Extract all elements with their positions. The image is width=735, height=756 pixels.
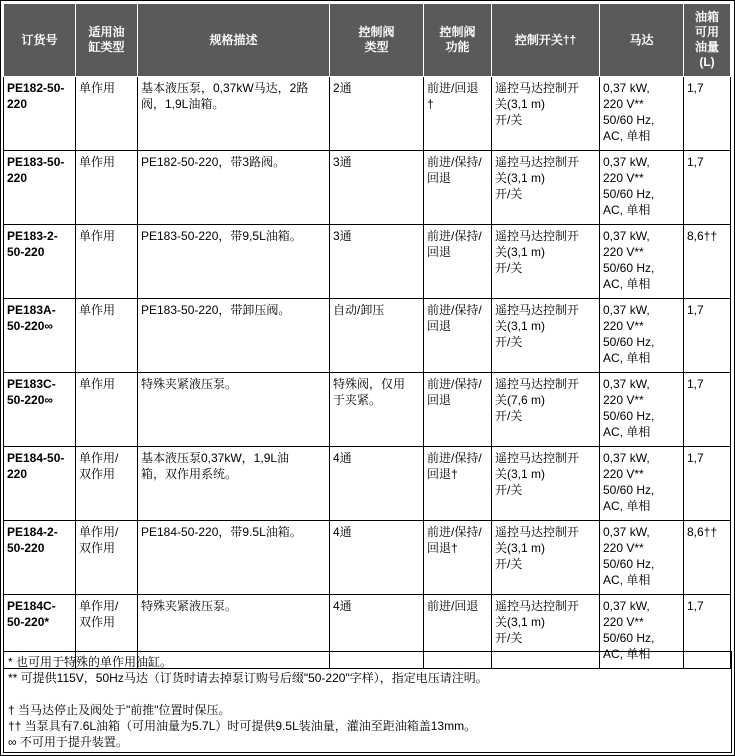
- cell-motor: 0,37 kW, 220 V** 50/60 Hz, AC, 单相: [600, 373, 684, 447]
- header-valve-function: 控制阀 功能: [424, 4, 492, 77]
- cell-motor: 0,37 kW, 220 V** 50/60 Hz, AC, 单相: [600, 595, 684, 669]
- header-oil-capacity: 油箱 可用 油量 (L): [684, 4, 731, 77]
- cell-order-number: PE183C- 50-220∞: [4, 373, 76, 447]
- cell-control-switch: 遥控马达控制开 关(3,1 m) 开/关: [492, 299, 600, 373]
- cell-spec: PE183-50-220，带9,5L油箱。: [138, 225, 330, 299]
- cell-spec: PE183-50-220，带卸压阀。: [138, 299, 330, 373]
- cell-control-switch: 遥控马达控制开 关(3,1 m) 开/关: [492, 151, 600, 225]
- cell-valve-function: 前进/回退 †: [424, 77, 492, 151]
- table-row: [4, 447, 731, 521]
- cell-cylinder-type: 单作用/ 双作用: [76, 521, 138, 595]
- cell-order-number: PE184C- 50-220*: [4, 595, 76, 669]
- product-table: [3, 3, 731, 669]
- cell-control-switch: 遥控马达控制开 关(3,1 m) 开/关: [492, 225, 600, 299]
- table-row: [4, 373, 731, 447]
- cell-valve-type: 3通: [330, 225, 424, 299]
- table-row: [4, 521, 731, 595]
- cell-valve-type: 3通: [330, 151, 424, 225]
- cell-valve-type: 特殊阀，仅用 于夹紧。: [330, 373, 424, 447]
- cell-motor: 0,37 kW, 220 V** 50/60 Hz, AC, 单相: [600, 299, 684, 373]
- footnote-infinity: ∞ 不可用于提升装置。: [8, 735, 128, 749]
- cell-valve-type: 2通: [330, 77, 424, 151]
- header-row: [4, 4, 731, 77]
- table-row: [4, 77, 731, 151]
- footnote-double-dagger: †† 当泵具有7.6L油箱（可用油量为5.7L）时可提供9.5L装油量，灌油至距油箱盖13mm。: [8, 719, 477, 733]
- cell-spec: 基本液压泵，0,37kW马达，2路 阀，1,9L油箱。: [138, 77, 330, 151]
- cell-oil-capacity: 1,7: [684, 595, 731, 669]
- cell-cylinder-type: 单作用: [76, 299, 138, 373]
- cell-cylinder-type: 单作用: [76, 151, 138, 225]
- cell-oil-capacity: 1,7: [684, 373, 731, 447]
- cell-control-switch: 遥控马达控制开 关(3,1 m) 开/关: [492, 521, 600, 595]
- table-row: [4, 299, 731, 373]
- cell-spec: PE184-50-220，带9.5L油箱。: [138, 521, 330, 595]
- footnote-voltage: ** 可提供115V，50Hz马达（订货时请去掉泵订购号后缀"50-220"字样），指定电压请注明。: [8, 671, 488, 685]
- cell-valve-function: 前进/回退: [424, 595, 492, 669]
- cell-motor: 0,37 kW, 220 V** 50/60 Hz, AC, 单相: [600, 151, 684, 225]
- cell-cylinder-type: 单作用/ 双作用: [76, 447, 138, 521]
- cell-valve-function: 前进/保持/ 回退†: [424, 447, 492, 521]
- footnote-single-acting: * 也可用于特殊的单作用油缸。: [8, 655, 173, 669]
- header-order-number: 订货号: [4, 4, 76, 77]
- footnotes: [3, 651, 732, 753]
- cell-order-number: PE184-50- 220: [4, 447, 76, 521]
- cell-cylinder-type: 单作用: [76, 225, 138, 299]
- cell-spec: PE182-50-220，带3路阀。: [138, 151, 330, 225]
- cell-oil-capacity: 1,7: [684, 77, 731, 151]
- cell-valve-type: 4通: [330, 447, 424, 521]
- cell-valve-function: 前进/保持/ 回退: [424, 373, 492, 447]
- cell-control-switch: 遥控马达控制开 关(3,1 m) 开/关: [492, 447, 600, 521]
- table-row: [4, 151, 731, 225]
- cell-valve-type: 自动/卸压: [330, 299, 424, 373]
- cell-valve-type: 4通: [330, 521, 424, 595]
- table-row: [4, 225, 731, 299]
- cell-motor: 0,37 kW, 220 V** 50/60 Hz, AC, 单相: [600, 77, 684, 151]
- cell-spec: 特殊夹紧液压泵。: [138, 373, 330, 447]
- header-spec: 规格描述: [138, 4, 330, 77]
- cell-cylinder-type: 单作用: [76, 77, 138, 151]
- cell-oil-capacity: 8,6††: [684, 521, 731, 595]
- footnote-dagger: † 当马达停止及阀处于"前推"位置时保压。: [8, 703, 231, 717]
- cell-cylinder-type: 单作用: [76, 373, 138, 447]
- cell-motor: 0,37 kW, 220 V** 50/60 Hz, AC, 单相: [600, 225, 684, 299]
- cell-spec: 特殊夹紧液压泵。: [138, 595, 330, 669]
- cell-order-number: PE183-50- 220: [4, 151, 76, 225]
- cell-order-number: PE184-2- 50-220: [4, 521, 76, 595]
- cell-valve-function: 前进/保持/ 回退†: [424, 521, 492, 595]
- cell-control-switch: 遥控马达控制开 关(3,1 m) 开/关: [492, 595, 600, 669]
- cell-order-number: PE182-50- 220: [4, 77, 76, 151]
- cell-oil-capacity: 1,7: [684, 299, 731, 373]
- header-control-switch: 控制开关††: [492, 4, 600, 77]
- cell-control-switch: 遥控马达控制开 关(3,1 m) 开/关: [492, 77, 600, 151]
- header-valve-type: 控制阀 类型: [330, 4, 424, 77]
- cell-spec: 基本液压泵0,37kW，1,9L油 箱，双作用系统。: [138, 447, 330, 521]
- cell-order-number: PE183-2- 50-220: [4, 225, 76, 299]
- cell-oil-capacity: 1,7: [684, 151, 731, 225]
- cell-motor: 0,37 kW, 220 V** 50/60 Hz, AC, 单相: [600, 521, 684, 595]
- cell-valve-type: 4通: [330, 595, 424, 669]
- cell-valve-function: 前进/保持/ 回退: [424, 151, 492, 225]
- footnote-spacer: [8, 686, 727, 702]
- cell-control-switch: 遥控马达控制开 关(7,6 m) 开/关: [492, 373, 600, 447]
- cell-motor: 0,37 kW, 220 V** 50/60 Hz, AC, 单相: [600, 447, 684, 521]
- cell-valve-function: 前进/保持/ 回退: [424, 225, 492, 299]
- cell-cylinder-type: 单作用/ 双作用: [76, 595, 138, 669]
- cell-oil-capacity: 1,7: [684, 447, 731, 521]
- header-cylinder-type: 适用油 缸类型: [76, 4, 138, 77]
- cell-valve-function: 前进/保持/ 回退: [424, 299, 492, 373]
- header-motor: 马达: [600, 4, 684, 77]
- cell-oil-capacity: 8,6††: [684, 225, 731, 299]
- cell-order-number: PE183A- 50-220∞: [4, 299, 76, 373]
